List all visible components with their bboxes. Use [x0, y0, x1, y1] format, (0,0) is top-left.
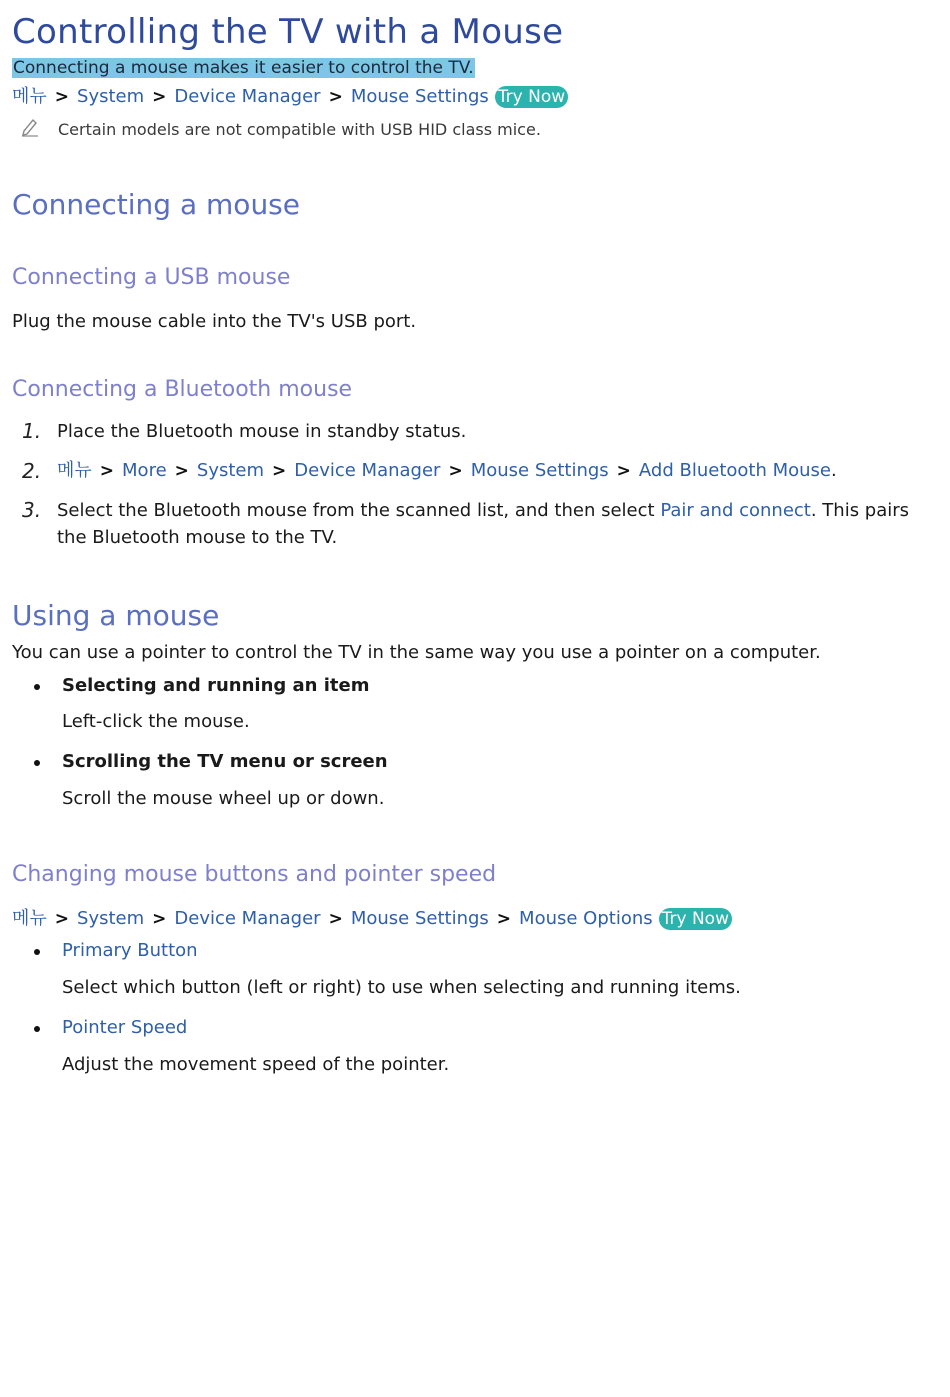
- subsection-heading-usb: Connecting a USB mouse: [12, 265, 291, 290]
- path-mouse-options[interactable]: Mouse Options: [519, 908, 653, 929]
- step-number: 3.: [22, 498, 42, 522]
- section-heading-connecting: Connecting a mouse: [12, 188, 300, 221]
- step-number: 1.: [22, 419, 42, 443]
- pencil-note-icon: [20, 117, 40, 137]
- chevron-right-icon: >: [174, 461, 189, 481]
- try-now-button[interactable]: Try Now: [495, 86, 568, 108]
- bullet-dot: [34, 760, 40, 766]
- item-label: Scrolling the TV menu or screen: [62, 751, 388, 772]
- chevron-right-icon: >: [152, 909, 167, 929]
- chevron-right-icon: >: [272, 461, 287, 481]
- primary-button-option[interactable]: Primary Button: [62, 940, 198, 961]
- subsection-heading-bluetooth: Connecting a Bluetooth mouse: [12, 377, 353, 402]
- step-3-post: . This pairs: [810, 500, 910, 521]
- menu-label[interactable]: 메뉴: [57, 460, 92, 481]
- step-3-text: [57, 500, 909, 521]
- pointer-speed-option[interactable]: Pointer Speed: [62, 1017, 188, 1038]
- bullet-dot: [34, 684, 40, 690]
- chevron-right-icon: >: [496, 909, 512, 929]
- chevron-right-icon: >: [54, 87, 70, 107]
- path-mouse-settings[interactable]: Mouse Settings: [350, 86, 489, 107]
- path-more[interactable]: More: [122, 460, 167, 481]
- step-3-line2: the Bluetooth mouse to the TV.: [57, 527, 338, 548]
- path-device-manager[interactable]: Device Manager: [174, 86, 321, 107]
- subsection-heading-changing: Changing mouse buttons and pointer speed: [12, 862, 497, 887]
- changing-path: [12, 907, 732, 931]
- chevron-right-icon: >: [616, 461, 631, 481]
- item-desc: Scroll the mouse wheel up or down.: [62, 788, 385, 809]
- item-desc: Adjust the movement speed of the pointer.: [62, 1054, 450, 1075]
- chevron-right-icon: >: [328, 87, 343, 107]
- bullet-dot: [34, 949, 40, 955]
- compatibility-note: Certain models are not compatible with USB HID class mice.: [58, 120, 541, 139]
- section-heading-using: Using a mouse: [12, 599, 220, 632]
- chevron-right-icon: >: [448, 461, 463, 481]
- item-desc: Select which button (left or right) to use when selecting and running items.: [62, 977, 741, 998]
- path-mouse-settings[interactable]: Mouse Settings: [350, 908, 489, 929]
- pair-and-connect-link[interactable]: Pair and connect: [660, 500, 811, 521]
- path-system[interactable]: System: [77, 86, 145, 107]
- path-device-manager[interactable]: Device Manager: [174, 908, 321, 929]
- step-number: 2.: [22, 459, 42, 483]
- chevron-right-icon: >: [54, 909, 70, 929]
- path-system[interactable]: System: [77, 908, 145, 929]
- page-subtitle: Connecting a mouse makes it easier to control the TV.: [13, 58, 474, 78]
- path-mouse-settings[interactable]: Mouse Settings: [470, 460, 609, 481]
- using-intro: You can use a pointer to control the TV in the same way you use a pointer on a computer.: [12, 642, 821, 663]
- menu-label[interactable]: 메뉴: [12, 86, 47, 107]
- step-2-path: [57, 459, 837, 483]
- item-desc: Left-click the mouse.: [62, 711, 250, 732]
- step-3-pre: Select the Bluetooth mouse from the scanned list, and then select: [57, 500, 661, 521]
- path-add-bluetooth-mouse[interactable]: Add Bluetooth Mouse: [638, 460, 831, 481]
- chevron-right-icon: >: [328, 909, 343, 929]
- bullet-dot: [34, 1026, 40, 1032]
- chevron-right-icon: >: [99, 461, 115, 481]
- menu-label[interactable]: 메뉴: [12, 908, 47, 929]
- chevron-right-icon: >: [152, 87, 167, 107]
- path-system[interactable]: System: [196, 460, 265, 481]
- usb-instructions: Plug the mouse cable into the TV's USB port.: [12, 311, 417, 332]
- try-now-button[interactable]: Try Now: [659, 908, 732, 930]
- path-device-manager[interactable]: Device Manager: [294, 460, 441, 481]
- item-label: Selecting and running an item: [62, 675, 370, 696]
- page-title: Controlling the TV with a Mouse: [12, 12, 564, 52]
- step-1-text: Place the Bluetooth mouse in standby status.: [57, 421, 467, 442]
- breadcrumb-path: [12, 85, 568, 109]
- step-2-end: .: [831, 460, 837, 481]
